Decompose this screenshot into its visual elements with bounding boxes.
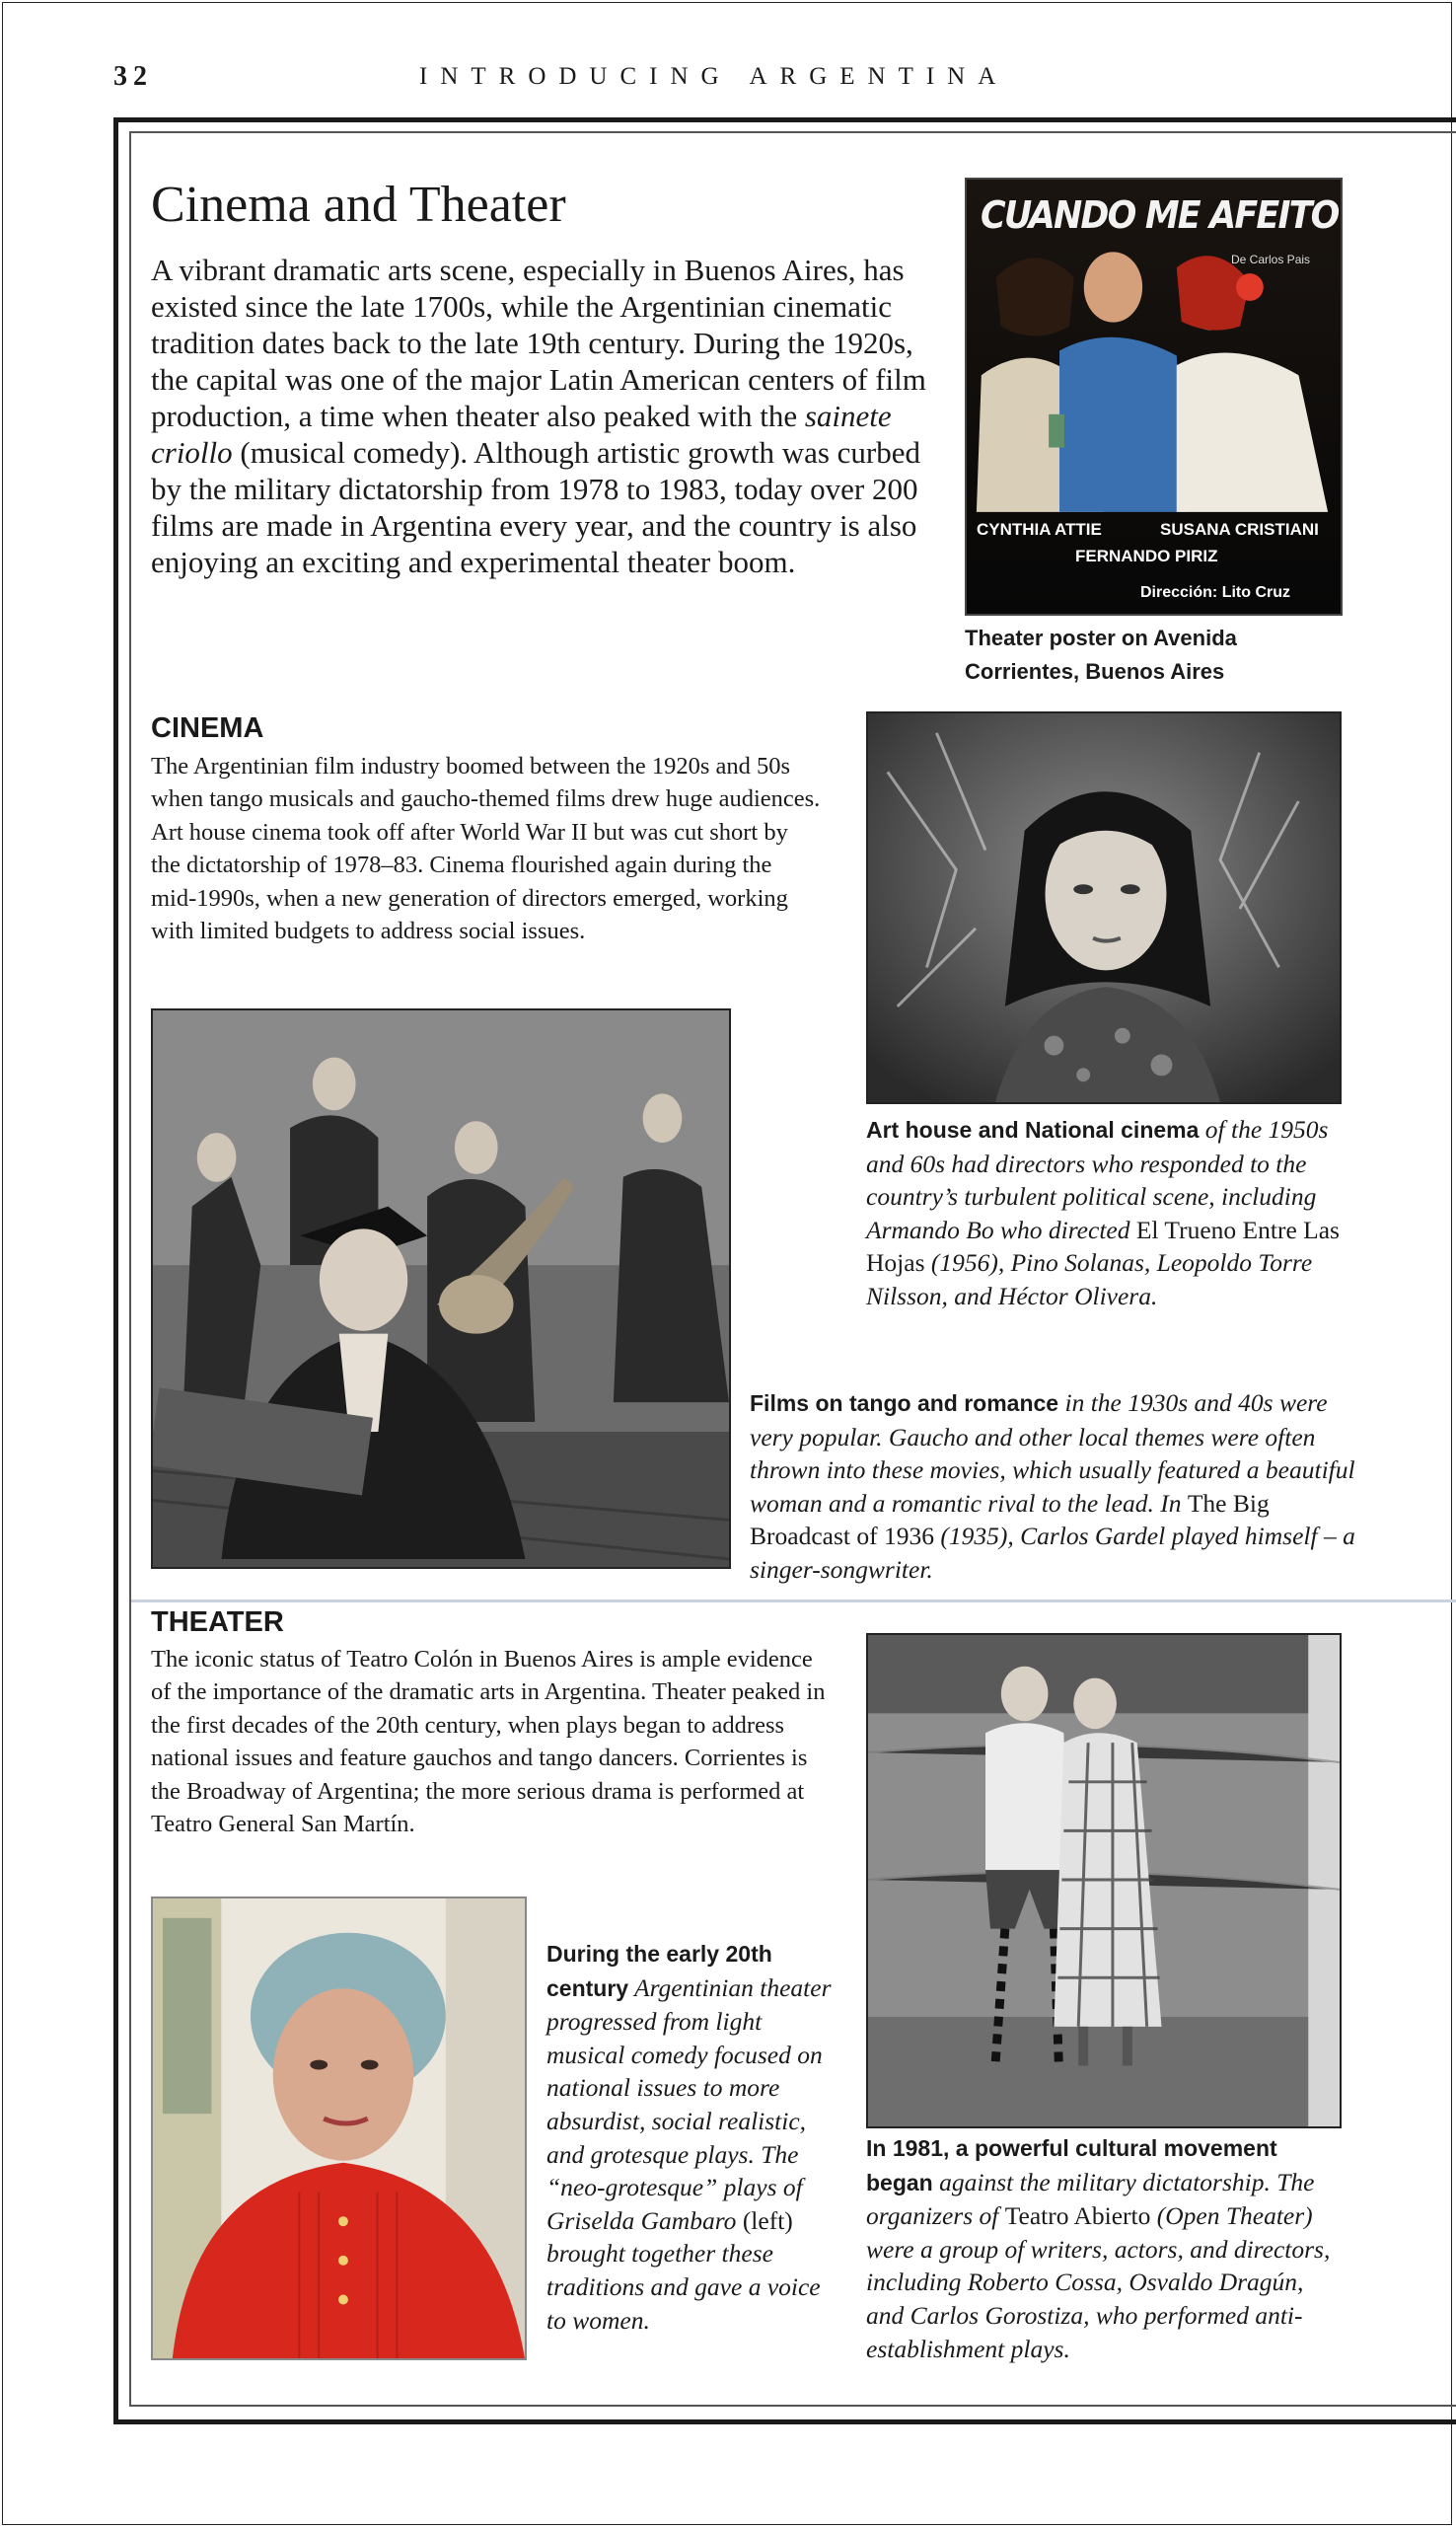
cinema-body: The Argentinian film industry boomed between the 1920s and 50s when tango musicals and gaucho-themed films drew huge audiences. Art house cinema took off after World War II but was cut short by the dictatorship of 1978–83. Cinema flourished again during the mid-1990s, when a new generation of directors emerged, working with limited budgets to address social issues. bbox=[151, 753, 821, 945]
theater-body: The iconic status of Teatro Colón in Buenos Aires is ample evidence of the importance of the dramatic arts in Argentina. Theater peaked in the first decades of the 20th century, when plays began to address national issues and feature gauchos and tango dancers. Corrientes is the Broadway of Argentina; the more serious drama is performed at Teatro General San Martín. bbox=[151, 1646, 826, 1838]
poster-author: De Carlos Pais bbox=[1231, 253, 1311, 266]
tango-caption: Films on tango and romance in the 1930s and 40s were very popular. Gaucho and other local themes were often thrown into these movies, which usually featured a beautiful woman and a romantic rival to the lead. In The Big Broadcast of 1936 (1935), Carlos Gardel played himself – a singer-songwriter. bbox=[750, 1388, 1355, 1584]
teatro-abierto-caption: In 1981, a powerful cultural movement began against the military dictatorship. The organizers of Teatro Abierto (Open Theater) were a group of writers, actors, and directors, including Roberto Cossa, Osvaldo Dragún, and Carlos Gorostiza, who performed anti-establishment plays. bbox=[866, 2135, 1331, 2363]
arthouse-film-still bbox=[866, 711, 1342, 1104]
griselda-gambaro-portrait bbox=[151, 1897, 527, 2360]
poster-caption: Theater poster on Avenida Corrientes, Buenos Aires bbox=[965, 626, 1237, 684]
theater-poster-image bbox=[965, 178, 1343, 616]
page-number: 32 bbox=[113, 61, 153, 92]
tango-film-still bbox=[151, 1008, 731, 1569]
intro-paragraph: A vibrant dramatic arts scene, especially in Buenos Aires, has existed since the late 1700s, while the Argentinian cinematic tradition dates back to the late 19th century. During the 1920s, the capital was one of the major Latin American centers of film production, a time when theater also peaked with the sainete criollo (musical comedy). Although artistic growth was curbed by the military dictatorship from 1978 to 1983, today over 200 films are made in Argentina every year, and the country is also enjoying an exciting and experimental theater boom. bbox=[151, 253, 926, 579]
poster-title: CUANDO ME AFEITO bbox=[981, 193, 1339, 237]
gambaro-caption: During the early 20th century Argentinian theater progressed from light musical comedy focused on national issues to more absurdist, social realistic, and grotesque plays. The “neo-grotesque” plays of Griselda Gambaro (left) brought together these traditions and gave a voice to women. bbox=[546, 1941, 832, 2335]
teatro-abierto-stage-photo bbox=[866, 1633, 1342, 2128]
poster-cast-center: FERNANDO PIRIZ bbox=[1075, 547, 1218, 565]
section-title: Cinema and Theater bbox=[151, 177, 566, 233]
running-title: INTRODUCING ARGENTINA bbox=[419, 63, 1009, 90]
cinema-heading: CINEMA bbox=[151, 712, 264, 744]
poster-cast-left: CYNTHIA ATTIE bbox=[977, 520, 1102, 539]
poster-cast-right: SUSANA CRISTIANI bbox=[1160, 520, 1319, 539]
arthouse-caption: Art house and National cinema of the 1950s and 60s had directors who responded to the country’s turbulent political scene, including Armando Bo who directed El Trueno Entre Las Hojas (1956), Pino Solanas, Leopoldo Torre Nilsson, and Héctor Olivera. bbox=[866, 1115, 1340, 1310]
poster-director: Dirección: Lito Cruz bbox=[1140, 584, 1291, 601]
theater-heading: THEATER bbox=[151, 1606, 284, 1638]
section-divider bbox=[131, 1599, 1456, 1602]
